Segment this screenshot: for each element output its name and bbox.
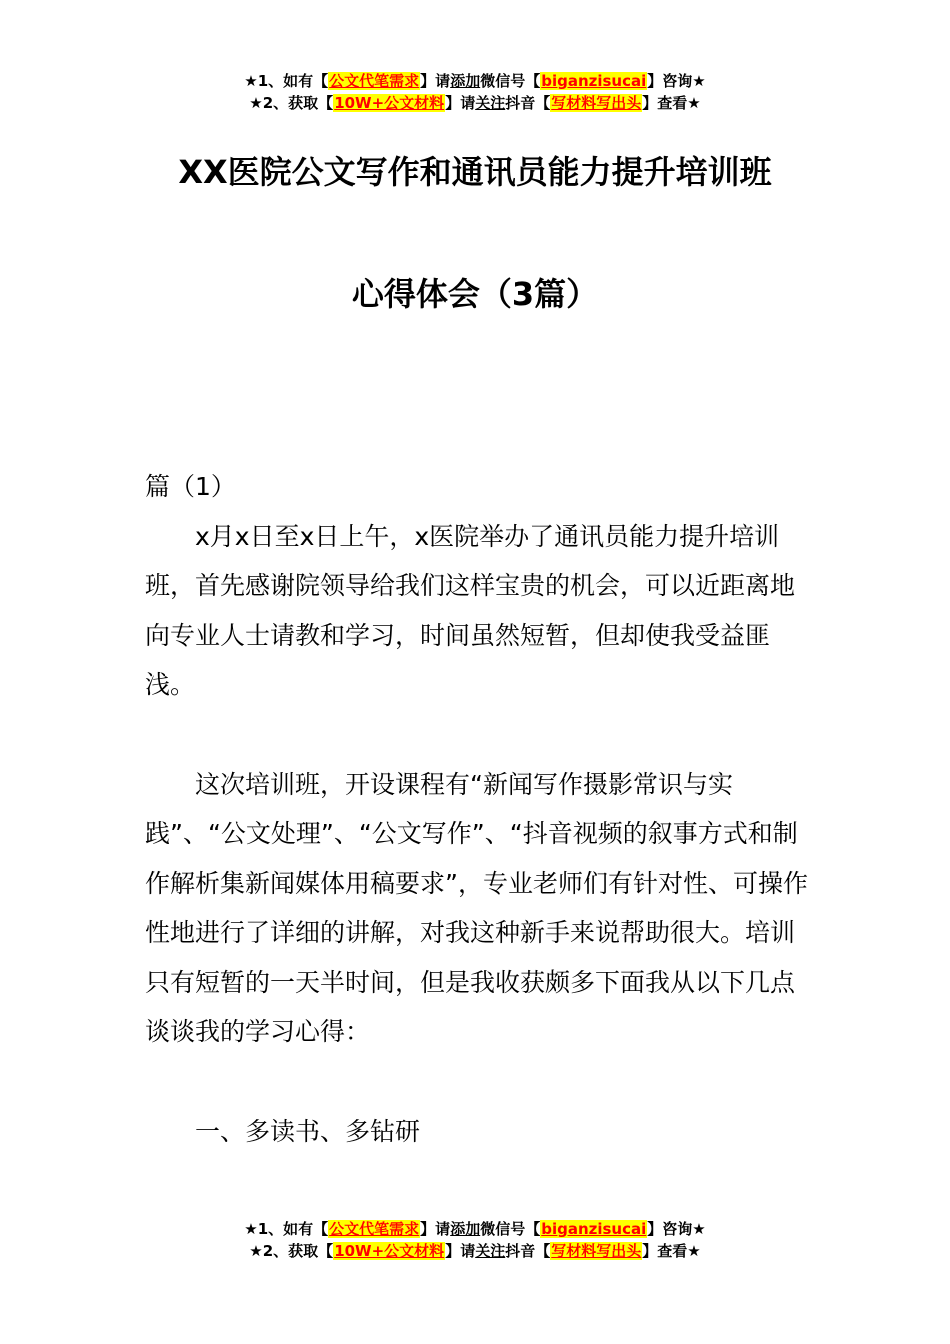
section-heading-1: 一、多读书、多钻研 [195, 1116, 421, 1146]
promo-text: 】查看★ [642, 94, 701, 112]
promo-text: 】咨询★ [647, 1220, 706, 1238]
promo-text: ★1、如有【 [244, 72, 329, 90]
promo-highlight: biganzisucai [541, 1220, 647, 1238]
promo-text: 】请 [420, 1220, 451, 1238]
promo-banner-bottom [0, 1218, 950, 1262]
document-subtitle: 心得体会（3篇） [351, 275, 599, 313]
promo-underline: 添加 [450, 72, 481, 90]
promo-text: ★2、获取【 [249, 94, 334, 112]
promo-text: 抖音【 [505, 94, 551, 112]
promo-text: 】咨询★ [647, 72, 706, 90]
promo-line-2 [0, 92, 950, 114]
promo-text: 】请 [445, 94, 476, 112]
promo-text: 】查看★ [642, 1242, 701, 1260]
promo-highlight: 公文代笔需求 [329, 1220, 420, 1238]
promo-text: ★2、获取【 [249, 1242, 334, 1260]
promo-banner-top [0, 70, 950, 114]
promo-highlight: 10W+公文材料 [334, 94, 445, 112]
promo-highlight: biganzisucai [541, 72, 647, 90]
promo-line-2 [0, 1240, 950, 1262]
promo-line-1 [0, 1218, 950, 1240]
promo-highlight: 写材料写出头 [551, 94, 642, 112]
document-title: XX医院公文写作和通讯员能力提升培训班 [178, 153, 772, 191]
promo-underline: 关注 [475, 1242, 506, 1260]
promo-text: ★1、如有【 [244, 1220, 329, 1238]
promo-text: 微信号【 [480, 72, 541, 90]
promo-text: 微信号【 [480, 1220, 541, 1238]
promo-line-1 [0, 70, 950, 92]
promo-highlight: 写材料写出头 [551, 1242, 642, 1260]
promo-highlight: 公文代笔需求 [329, 72, 420, 90]
body-paragraph-1: x月x日至x日上午，x医院举办了通讯员能力提升培训班，首先感谢院领导给我们这样宝贵的机会，可以近距离地向专业人士请教和学习，时间虽然短暂，但却使我受益匪浅。 [145, 521, 796, 699]
promo-underline: 添加 [450, 1220, 481, 1238]
promo-highlight: 10W+公文材料 [334, 1242, 445, 1260]
section-label: 篇（1） [145, 472, 236, 501]
promo-underline: 关注 [475, 94, 506, 112]
promo-text: 】请 [420, 72, 451, 90]
promo-text: 】请 [445, 1242, 476, 1260]
promo-text: 抖音【 [505, 1242, 551, 1260]
body-paragraph-2: 这次培训班，开设课程有“新闻写作摄影常识与实践”、“公文处理”、“公文写作”、“抖音视频的叙事方式和制作解析集新闻媒体用稿要求”，专业老师们有针对性、可操作性地进行了详细的讲解，对我这种新手来说帮助很大。培训只有短暂的一天半时间，但是我收获颇多下面我从以下几点谈谈我的学习心得： [145, 769, 808, 1046]
document-body [145, 462, 810, 1156]
